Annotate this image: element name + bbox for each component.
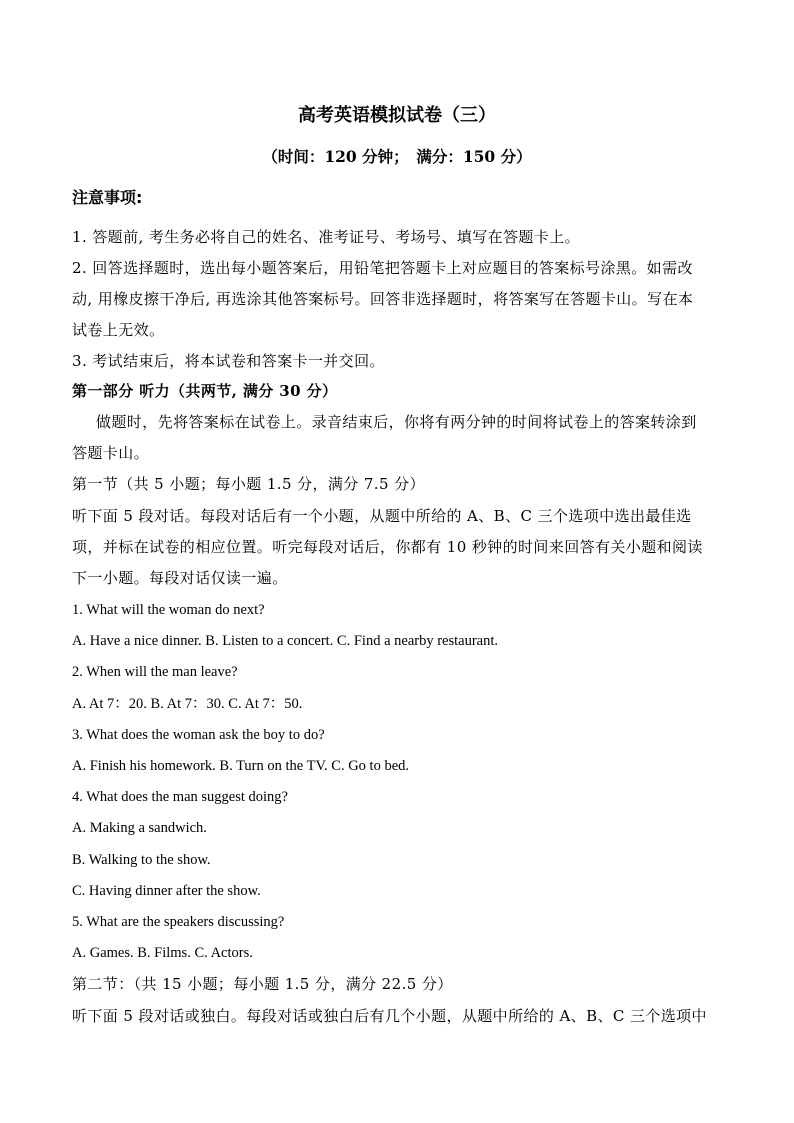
section1-heading: 第一节（共 5 小题；每小题 1.5 分，满分 7.5 分） [72, 475, 425, 493]
part1-intro-line-2: 答题卡山。 [72, 444, 150, 462]
notice-item-2-line-1: 2. 回答选择题时，选出每小题答案后，用铅笔把答题卡上对应题目的答案标号涂黑。如需改 [72, 259, 693, 277]
part1-intro-line-1: 做题时，先将答案标在试卷上。录音结束后，你将有两分钟的时间将试卷上的答案转涂到 [96, 413, 697, 431]
notice-item-1: 1. 答题前, 考生务必将自己的姓名、准考证号、考场号、填写在答题卡上。 [72, 228, 581, 246]
question-4-option-a: A. Making a sandwich. [72, 820, 207, 836]
section2-heading: 第二节：（共 15 小题；每小题 1.5 分，满分 22.5 分） [72, 975, 453, 993]
question-4: 4. What does the man suggest doing? [72, 789, 288, 805]
question-3: 3. What does the woman ask the boy to do? [72, 727, 325, 743]
question-5-options: A. Games. B. Films. C. Actors. [72, 945, 253, 961]
question-1: 1. What will the woman do next? [72, 602, 265, 618]
question-2: 2. When will the man leave? [72, 664, 238, 680]
section1-instruction-line-2: 项，并标在试卷的相应位置。听完每段对话后，你都有 10 秒钟的时间来回答有关小题和阅读 [72, 538, 703, 556]
question-4-option-c: C. Having dinner after the show. [72, 883, 261, 899]
section1-instruction-line-3: 下一小题。每段对话仅读一遍。 [72, 569, 288, 587]
part1-heading: 第一部分 听力（共两节, 满分 30 分） [72, 382, 338, 400]
question-4-option-b: B. Walking to the show. [72, 852, 211, 868]
exam-title: 高考英语模拟试卷（三） [298, 105, 496, 126]
question-2-options: A. At 7：20. B. At 7：30. C. At 7：50. [72, 696, 303, 712]
section1-instruction-line-1: 听下面 5 段对话。每段对话后有一个小题，从题中所给的 A、B、C 三个选项中选出最佳选 [72, 507, 692, 525]
notice-item-3: 3. 考试结束后，将本试卷和答案卡一并交回。 [72, 352, 385, 370]
section2-instruction-line-1: 听下面 5 段对话或独白。每段对话或独白后有几个小题，从题中所给的 A、B、C 三个选项中 [72, 1007, 707, 1025]
notice-item-2-line-2: 动, 用橡皮擦干净后, 再选涂其他答案标号。回答非选择题时，将答案写在答题卡山。写在本 [72, 290, 694, 308]
question-5: 5. What are the speakers discussing? [72, 914, 285, 930]
question-3-options: A. Finish his homework. B. Turn on the TV. C. Go to bed. [72, 758, 410, 774]
exam-subtitle: （时间：120 分钟； 满分：150 分） [262, 147, 532, 166]
notice-item-2-line-3: 试卷上无效。 [72, 321, 165, 339]
question-1-options: A. Have a nice dinner. B. Listen to a concert. C. Find a nearby restaurant. [72, 633, 499, 649]
notice-heading: 注意事项: [72, 188, 143, 207]
